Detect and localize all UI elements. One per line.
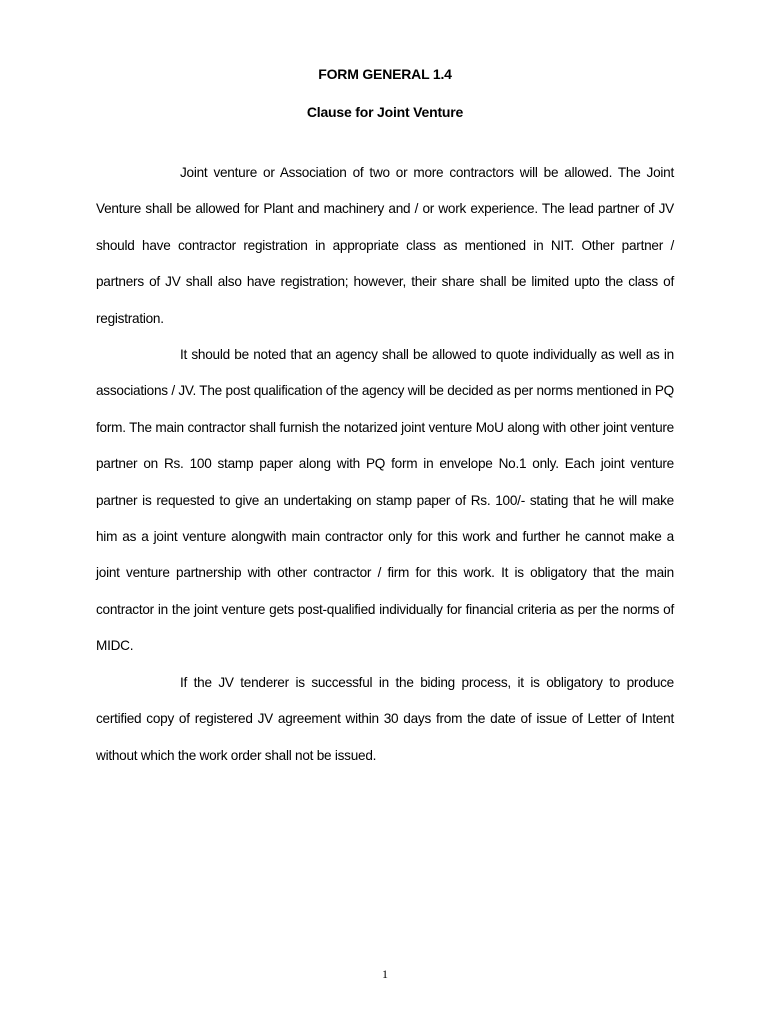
page-number: 1 — [382, 967, 388, 981]
paragraph-agency-quotation: It should be noted that an agency shall be allowed to quote individually as well as in associations / JV. The post qualification of the agency will be decided as per norms mentioned in PQ form. The main contractor shall furnish the notarized joint venture MoU along with other joint venture partner on Rs. 100 stamp paper along with PQ form in envelope No.1 only. Each joint venture partner is requested to give an undertaking on stamp paper of Rs. 100/- stating that he will make him as a joint venture alongwith main contractor only for this work and further he cannot make a joint venture partnership with other contractor / firm for this work. It is obligatory that the main contractor in the joint venture gets post-qualified individually for financial criteria as per the norms of MIDC. — [96, 347, 675, 654]
paragraph-joint-venture-allowed: Joint venture or Association of two or more contractors will be allowed. The Joint Venture shall be allowed for Plant and machinery and / or work experience. The lead partner of JV should have contractor registration in appropriate class as mentioned in NIT. Other partner / partners of JV shall also have registration; however, their share shall be limited upto the class of registration. — [96, 165, 674, 326]
paragraph-jv-agreement: If the JV tenderer is successful in the biding process, it is obligatory to produce certified copy of registered JV agreement within 30 days from the date of issue of Letter of Intent without which the work order shall not be issued. — [96, 674, 674, 763]
clause-subtitle: Clause for Joint Venture — [306, 104, 464, 120]
form-title: FORM GENERAL 1.4 — [318, 66, 452, 82]
document-body — [96, 155, 674, 774]
